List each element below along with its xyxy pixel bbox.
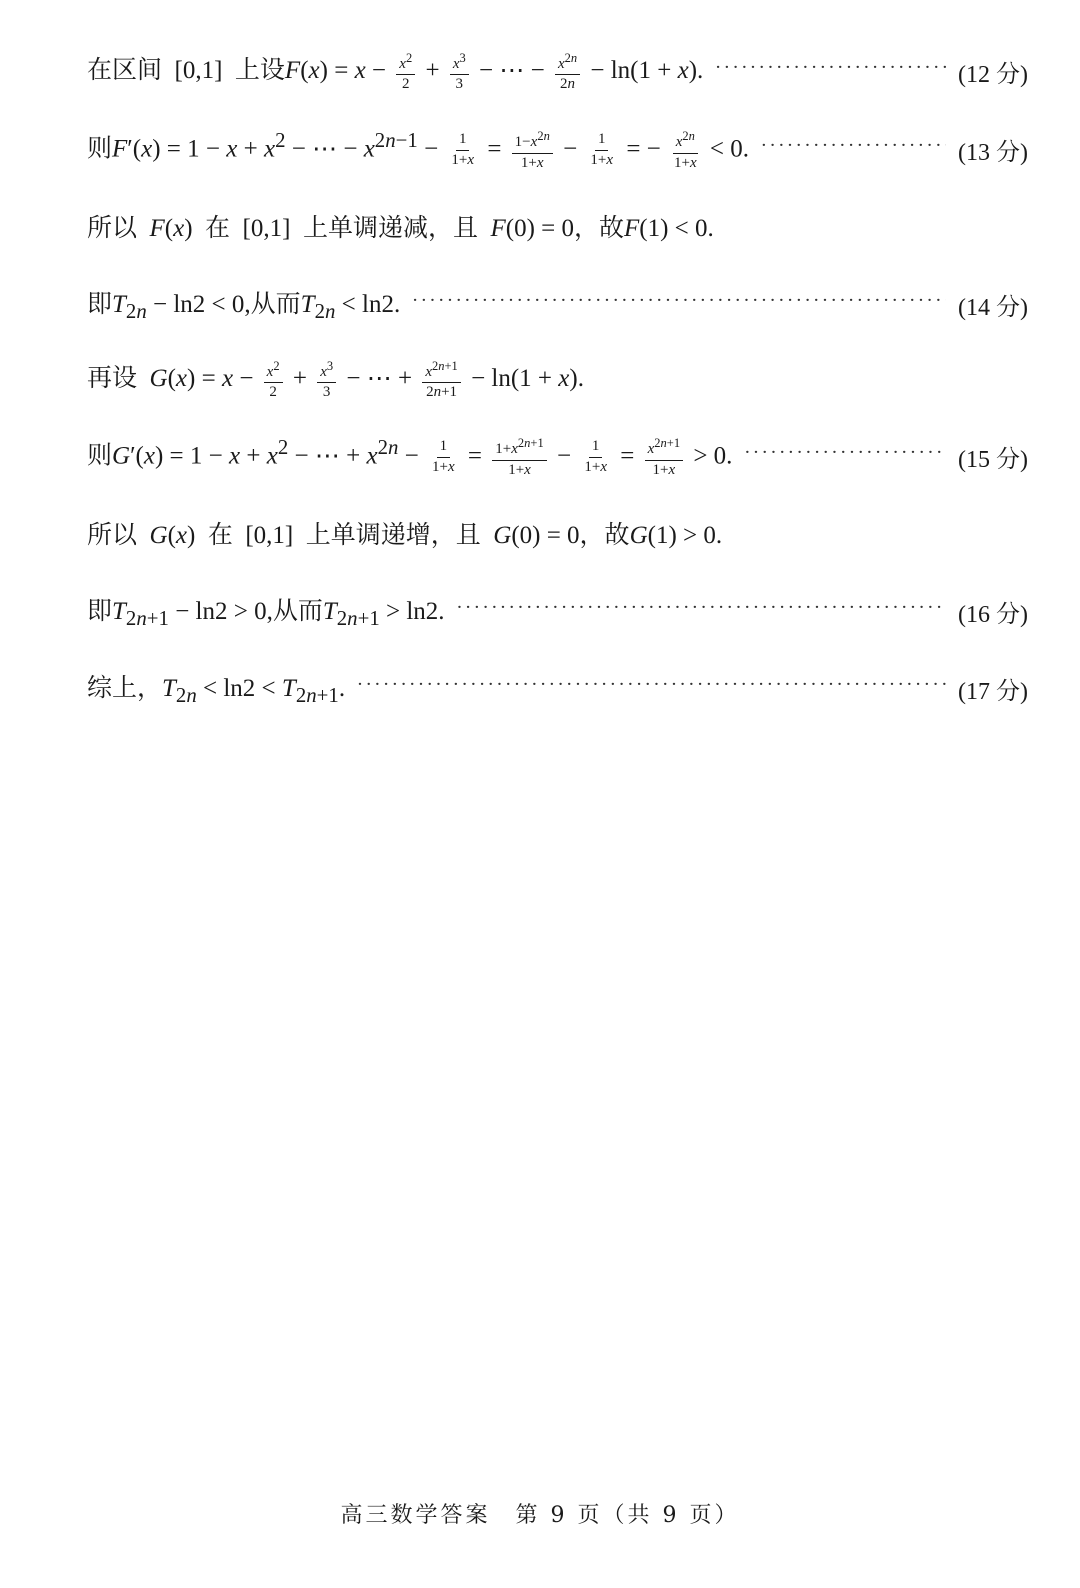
proof-line-7 [87,515,1028,551]
proof-line-3 [87,208,1028,244]
proof-line-6 [87,435,1028,478]
proof-line-8 [87,591,1028,631]
dot-leader [744,442,946,463]
proof-line-7-content: 所以 G(x) 在 [0,1] 上单调递增，且 G(0) = 0，故G(1) > 0. [87,522,723,549]
proof-line-3-content: 所以 F(x) 在 [0,1] 上单调递减，且 F(0) = 0，故F(1) < 0. [87,215,714,242]
score-label: (12 分) [958,62,1028,88]
dot-leader [457,597,946,618]
proof-line-4-content: 即$T_{2n} - \ln 2 < 0$,从而$T_{2n} < \ln 2$. [87,291,401,323]
proof-line-4 [87,284,1028,324]
dot-leader [715,57,946,78]
proof-line-2 [87,128,1028,171]
proof-line-6-content: 则$G'(x) = 1 - x + x^2$ − ⋯ + $x^{2n}$ − $\frac{1}{1+x}$ = $\frac{1+x^{2n+1}}{1+x}$ − $\frac{1}{1+x}$ = $\frac{x^{2n+1}}{1+x}$ > 0. [87,435,733,478]
proof-line-9-content: 综上，$T_{2n} < \ln 2 < T_{2n+1}$. [87,675,346,707]
dot-leader [761,135,946,156]
proof-line-1 [87,50,1028,93]
dot-leader [357,674,946,695]
dot-leader [412,290,946,311]
score-label: (15 分) [958,447,1028,474]
proof-line-1-content: 在区间 [0,1] 上设F(x) = x − $\frac{x^2}{2}$ + $\frac{x^3}{3}$ − ⋯ − $\frac{x^{2n}}{2n}$ − ln(1 + x). [87,50,704,93]
score-label: (17 分) [958,678,1028,705]
page-footer: 高三数学答案 第 9 页（共 9 页） [340,1503,740,1528]
proof-line-5-content: 再设 G(x) = x − $\frac{x^2}{2}$ + $\frac{x^3}{3}$ − ⋯ + $\frac{x^{2n+1}}{2n+1}$ − ln(1 + x). [87,358,584,401]
proof-line-8-content: 即$T_{2n+1} - \ln 2 > 0$,从而$T_{2n+1} > \ln 2$. [87,598,445,630]
proof-line-5 [87,358,1028,401]
proof-line-9 [87,668,1028,708]
score-label: (14 分) [958,294,1028,321]
proof-line-2-content: 则$F'(x) = 1 - x + x^2$ − ⋯ − $x^{2n-1}$ − $\frac{1}{1+x}$ = $\frac{1-x^{2n}}{1+x}$ − $\frac{1}{1+x}$ = − $\frac{x^{2n}}{1+x}$ < 0. [87,128,750,171]
score-label: (13 分) [958,140,1028,167]
score-label: (16 分) [958,601,1028,628]
